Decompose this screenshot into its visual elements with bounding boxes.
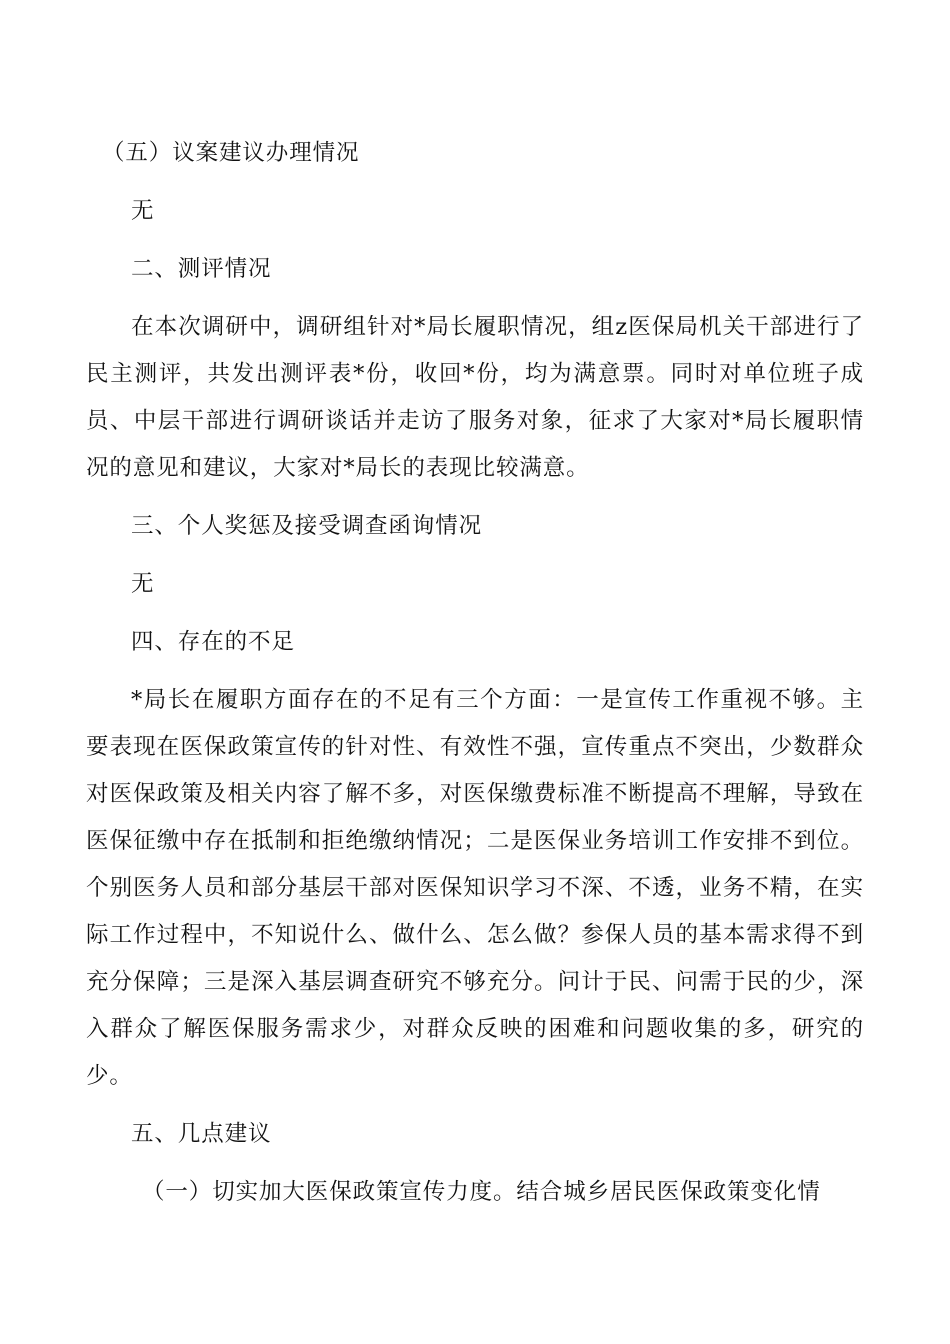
document-body	[86, 130, 864, 1216]
section-heading-suggestions: 五、几点建议	[131, 1121, 272, 1147]
subsection-heading-proposals: （五）议案建议办理情况	[102, 140, 360, 166]
paragraph-none-2: 无	[131, 571, 155, 597]
paragraph-suggestion-1: （一）切实加大医保政策宣传力度。结合城乡居民医保政策变化情	[142, 1179, 821, 1205]
section-heading-shortcomings: 四、存在的不足	[131, 629, 295, 655]
paragraph-evaluation: 在本次调研中，调研组针对*局长履职情况，组z医保局机关干部进行了民主测评，共发出测评表*份，收回*份，均为满意票。同时对单位班子成员、中层干部进行调研谈话并走访了服务对象，征求了大家对*局长履职情况的意见和建议，大家对*局长的表现比较满意。	[86, 314, 864, 481]
paragraph-shortcomings: *局长在履职方面存在的不足有三个方面：一是宣传工作重视不够。主要表现在医保政策宣传的针对性、有效性不强，宣传重点不突出，少数群众对医保政策及相关内容了解不多，对医保缴费标准不断提高不理解，导致在医保征缴中存在抵制和拒绝缴纳情况；二是医保业务培训工作安排不到位。个别医务人员和部分基层干部对医保知识学习不深、不透，业务不精，在实际工作过程中，不知说什么、做什么、怎么做？参保人员的基本需求得不到充分保障；三是深入基层调查研究不够充分。问计于民、问需于民的少，深入群众了解医保服务需求少，对群众反映的困难和问题收集的多，研究的少。	[86, 687, 864, 1089]
section-heading-evaluation: 二、测评情况	[131, 256, 272, 282]
paragraph-none-1: 无	[131, 198, 155, 224]
section-heading-rewards: 三、个人奖惩及接受调查函询情况	[131, 513, 483, 539]
